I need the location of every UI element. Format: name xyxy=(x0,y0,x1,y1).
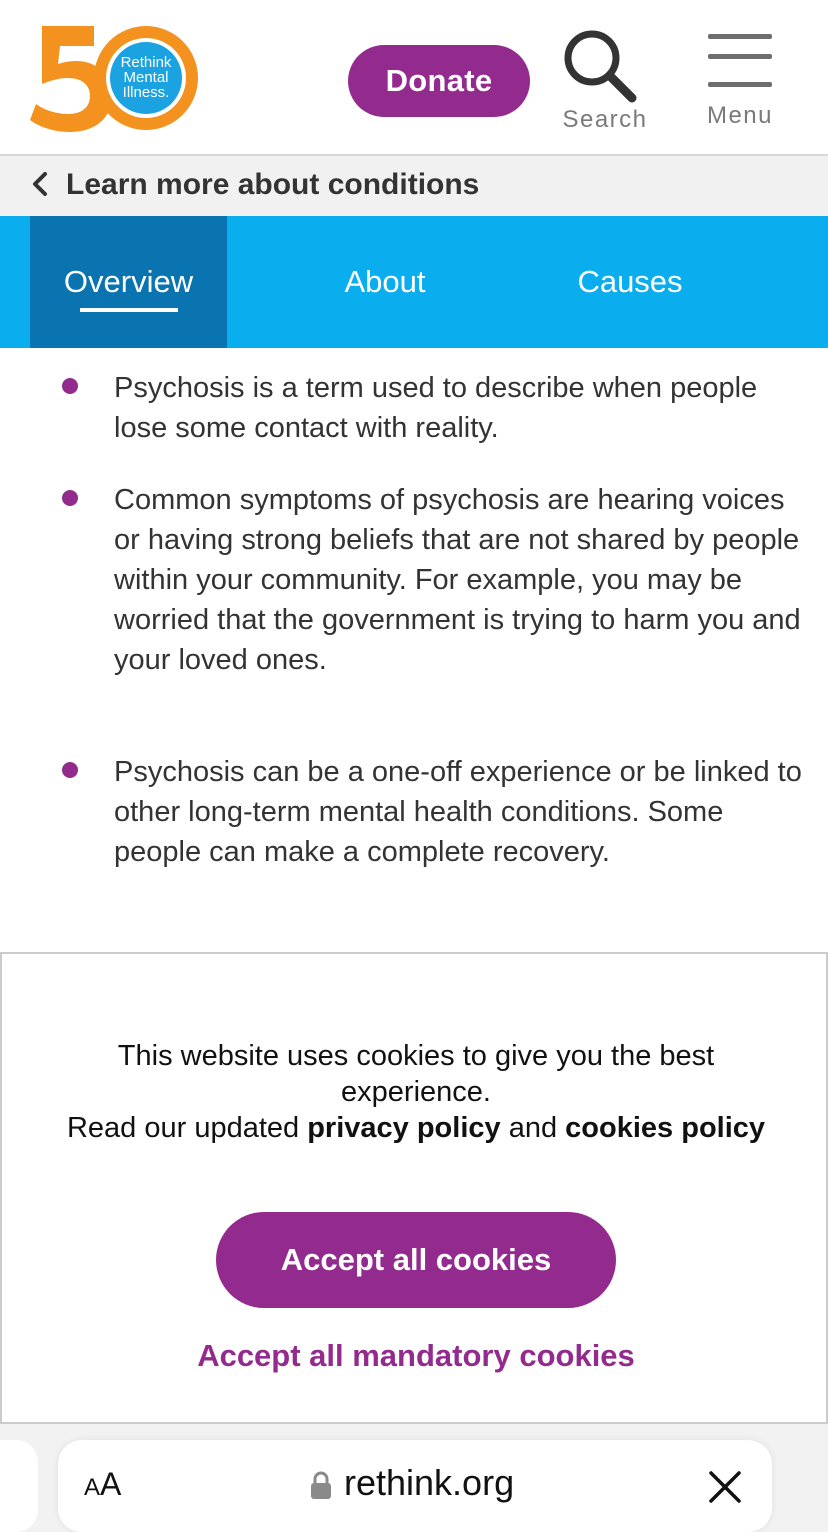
list-item: Psychosis is a term used to describe when people lose some contact with reality. xyxy=(114,372,758,444)
logo-brand-line2: Mental xyxy=(123,69,169,86)
cookie-consent-banner xyxy=(0,952,828,1424)
list-item: Common symptoms of psychosis are hearing voices or having strong beliefs that are not shared by people within your community. For example, you may be worried that the government is trying to harm you and your loved ones. xyxy=(114,484,801,676)
bullet-dot xyxy=(62,378,78,394)
tab-label: Causes xyxy=(577,264,683,299)
active-tab-indicator xyxy=(80,308,178,312)
cookie-and-word: and xyxy=(508,1112,558,1144)
tab-label: Overview xyxy=(63,264,194,299)
site-header xyxy=(0,0,828,156)
text-size-small-a: A xyxy=(84,1474,101,1501)
accept-all-cookies-button[interactable]: Accept all cookies xyxy=(216,1212,616,1308)
browser-toolbar xyxy=(0,1424,828,1532)
menu-button[interactable] xyxy=(700,30,780,134)
cookie-message-line1: This website uses cookies to give you the best experience. xyxy=(117,1040,715,1108)
logo-brand-line3: Illness. xyxy=(122,84,170,101)
chevron-left-icon xyxy=(30,170,50,198)
tab-causes[interactable] xyxy=(540,216,720,348)
url-text: rethink.org xyxy=(344,1462,515,1503)
accept-mandatory-cookies-link[interactable]: Accept all mandatory cookies xyxy=(197,1338,635,1373)
previous-tab-peek[interactable] xyxy=(0,1440,38,1532)
bullet-dot xyxy=(62,762,78,778)
donate-button[interactable]: Donate xyxy=(348,45,530,117)
logo-brand-line1: Rethink xyxy=(120,54,172,71)
close-icon[interactable] xyxy=(708,1470,742,1504)
lock-icon xyxy=(310,1470,332,1500)
rethink-50-logo[interactable] xyxy=(28,20,208,136)
section-tab-bar xyxy=(0,216,828,348)
privacy-policy-link[interactable]: privacy policy xyxy=(307,1112,501,1144)
tab-label: About xyxy=(344,264,426,299)
menu-label: Menu xyxy=(706,102,774,129)
tab-overview[interactable] xyxy=(30,216,227,348)
logo-graphic xyxy=(28,20,208,136)
bullet-dot xyxy=(62,490,78,506)
breadcrumb[interactable] xyxy=(0,156,828,216)
tab-about[interactable] xyxy=(290,216,480,348)
search-label: Search xyxy=(562,106,648,133)
text-size-large-a: A xyxy=(100,1466,122,1502)
cookies-policy-link[interactable]: cookies policy xyxy=(565,1112,766,1144)
search-icon xyxy=(562,28,638,104)
search-button[interactable] xyxy=(556,26,654,138)
breadcrumb-label: Learn more about conditions xyxy=(66,168,480,201)
cookie-read-prefix: Read our updated xyxy=(66,1112,300,1144)
text-size-button[interactable] xyxy=(84,1466,121,1503)
cookie-message xyxy=(62,1038,770,1146)
address-bar[interactable] xyxy=(58,1440,772,1532)
list-item: Psychosis can be a one-off experience or be linked to other long-term mental health conditions. Some people can make a complete recovery. xyxy=(114,756,802,868)
